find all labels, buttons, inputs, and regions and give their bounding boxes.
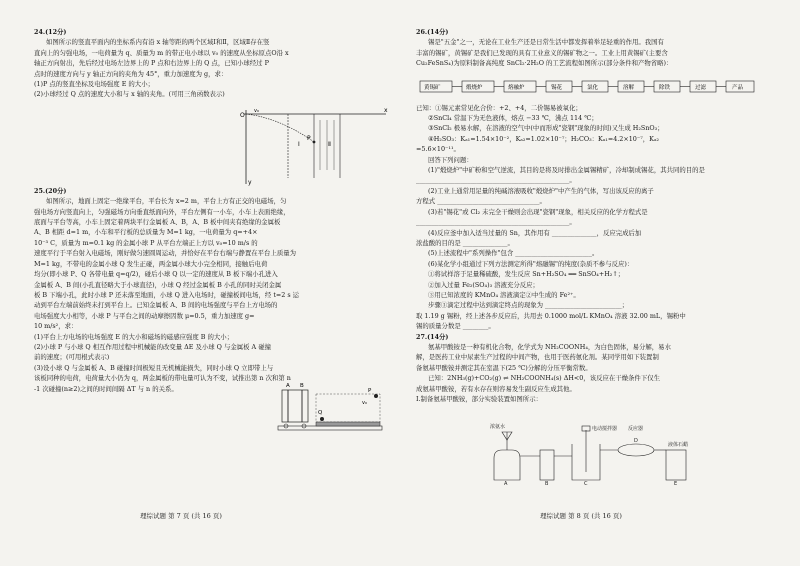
q25-line: 如图所示，地面上固定一绝缘平台，平台长为 x=2 m，平台上方有正交的电磁场，匀 [46,197,287,206]
flow-label: 产品 [732,84,744,91]
q26-heading: 26.(14分) [416,28,449,36]
q26-line: ②加入过量 Fe₂(SO₄)₃ 溶液充分反应； [428,280,539,289]
flask-a [494,450,520,480]
q26-line: (3)若"锡花"或 Cl₂ 未完全干燥则会出现"瓷钢"现象，相关反应的化学方程式是 [428,207,648,216]
q26-line: 方程式 ________________________________。 [416,197,546,206]
process-flow-diagram [416,71,766,101]
origin-label: O [240,112,245,119]
q25-line: (2)小球 P 与小球 Q 相互作用过程中机械能的改变量 ΔE 及小球 Q 与金属板 A 碰撞 [34,342,271,351]
q26-line: (6)某化学小组通过下列方法测定所得"熔融锡"的纯度(杂质不参与反应)： [428,259,634,268]
flow-label: 氯化 [587,84,599,91]
q26-line: ________________________________________________。 [416,218,576,227]
q26-line: 取 1.19 g 锡粉，经上述各步反应后，共用去 0.1000 mol/L KMnO₄ 溶液 32.00 mL，锡粉中 [416,311,686,320]
q26-line: 锡的质量分数是 ________。 [416,322,495,331]
q24-line: (2)小球经过 Q 点的速度大小和与 x 轴的夹角。(可用三角函数表示) [34,90,225,99]
field-region [316,394,380,422]
ball-q-label: Q [318,410,323,416]
flow-label: 煅烧炉 [466,84,483,91]
reactor-label: 反应器 [628,426,644,432]
q24-line: 点时的速度方向与 y 轴正方向的夹角为 45°，重力加速度为 g，求： [34,69,228,78]
q26-line: Cu₂FeSnS₄)为原料制备高纯度 SnCl₂·2H₂O 的工艺流程如图所示(部分条件和产物省略)： [416,59,673,68]
plate-b-label: B [300,383,304,389]
platform [316,422,380,426]
q27-line: 成氨基甲酸铵，若有水存在则容易发生副反应生成其他。 [416,384,576,393]
q24-line: 直向上的匀强电场，一电荷量为 q、质量为 m 的带正电小球以 v₀ 的速度从坐标原点O沿 x [34,48,289,57]
q25-line: 前的速度；(可用根式表示) [34,353,110,362]
paraffin-label: 液体石蜡 [668,442,689,448]
page-footer-right: 理综试题 第 8 页 (共 16 页) [540,512,622,520]
q27-line: 已知：2NH₃(g)+CO₂(g) ⇌ NH₂COONH₄(s) ΔH<0，该反应在干燥条件下仅生 [428,374,660,383]
y-label: y [248,179,252,186]
q26-line: (1)"煅烧炉"中矿粉和空气逆流，其目的是将及时排出金属锡精矿，冷却制成锡花，其共同的目的是 [428,166,705,175]
q25-line: M=1 kg，不带电的金属小球 Q 发生正碰，两金属小球大小完全相同，接触后电荷 [34,259,268,268]
q25-line: 该板同种的电荷，电荷量大小仍为 q，两金属板的带电量可认为不变，试推出第 n 次和第 n [34,374,291,383]
region-1-label: Ⅰ [298,141,300,148]
q26-line: ④H₂SO₃：Kₐ₁=1.54×10⁻²，Kₐ₂=1.02×10⁻⁷；H₂CO₃：Kₐ₁=4.2×10⁻⁷，Kₐ₂ [428,134,659,143]
q26-line: (2)工业上通常用足量的纯碱溶液吸收"煅烧炉"中产生的气体，写出该反应的离子 [428,186,654,195]
q25-line: 强电场方向竖直向上，匀强磁场方向垂直纸面向外，平台左侧有一小车，小车上表面绝缘， [34,207,290,216]
q27-line: 备氨基甲酸铵并测定其在室温下(25 ℃)分解的分压平衡常数。 [416,363,592,372]
plate-a-label: A [286,383,290,389]
q24-line: 轴正方向射出，先后经过电场左边界上的 P 点和右边界上的 Q 点，已知小球经过 P [34,59,269,68]
flow-label: 锡花 [551,84,563,91]
left-column [34,28,404,395]
stirrer-label: 电动搅拌器 [592,426,618,432]
label-a: A [504,481,508,486]
q26-line: =5.6×10⁻¹¹。 [416,145,460,154]
question-27 [416,333,776,405]
ground [278,426,382,430]
q27-line: Ⅰ.制备氨基甲酸铵，部分实验装置如图所示： [416,395,542,403]
q25-line: 动到平台左端前始终未打到平台上。已知金属板 A、B 间的电场强度与平台上方电场的 [34,301,278,310]
q26-line: 锡是"五金"之一，无论在工业生产还是日常生活中都发挥着举足轻重的作用。我国有 [428,38,664,47]
q26-line: (5)上述流程中"系列操作"包含 ________________________。 [428,249,599,258]
flow-label: 黄锡矿 [424,84,441,91]
ball-p [374,394,378,398]
q26-line: (4)反应釜中加入适当过量的 Sn，其作用有 ______________，反应完成后加 [428,228,642,237]
region-2-label: Ⅱ [328,141,331,148]
q25-line: (3)设小球 Q 与金属板 A、B 碰撞时间极短且无机械能损失，同时小球 Q 立即带上与 [34,363,274,372]
point-p [313,141,316,144]
flow-label: 熔融炉 [508,84,525,91]
question-25 [34,187,404,394]
q25-line: 电场强度大小相等，小球 P 与平台之间的动摩擦因数 μ=0.5，重力加速度 g= [34,311,255,320]
q25-line: A、B 相距 d=1 m，小车和平行板的总质量为 M=1 kg，一电荷量为 q=+4× [34,228,258,237]
q26-line: ③SnCl₂ 极易水解，在溶液的空气中(中而形成"瓷钢"现象的时间)又生成 H₂SnO₃； [428,124,664,133]
q26-line: 丰富的锡矿，黄锡矿是我们已发现的具有工业意义的锡矿物之一。工业上用黄锡矿(主要含 [416,48,668,57]
flow-label: 溶解 [623,84,635,91]
q26-line: 浓盐酸的目的是 ______________。 [416,238,514,247]
drying-tube-b [540,450,554,480]
v0-label: v₀ [254,108,259,114]
v0-label: v₀ [362,400,367,406]
q26-line: ③用已知浓度的 KMnO₄ 溶液滴定②中生成的 Fe²⁺。 [428,290,580,299]
q24-line: (1)P 点的竖直坐标及电场强度 E 的大小； [34,80,154,89]
q25-line: (1)平台上方电场的电场强度 E 的大小和磁场的磁感应强度 B 的大小； [34,332,234,341]
q25-line: 速度平行于平台射入电磁场，刚好做匀速圆周运动，并恰好在平台右端与静置在平台上质量为 [34,249,297,258]
q26-line: 回答下列问题： [428,155,473,164]
bottle-e [666,450,686,480]
question-24 [34,28,404,100]
page-footer-left: 理综试题 第 7 页 (共 16 页) [140,512,222,520]
right-column [416,28,776,405]
point-p-label: P [307,135,311,142]
q25-line: 金属板 A、B 间(小孔直径略大于小球直径)，小球 Q 经过金属板 B 小孔的同时关闭金属 [34,280,282,289]
q26-line: 已知：①锡元素常见化合价：+2、+4，二价锡易被氧化； [416,103,582,112]
flow-label: 除铁 [659,84,671,91]
q27-line: 解，是医药工业中尿素生产过程的中间产物，也用于医药氨化剂。某同学用如下装置制 [416,353,659,362]
q24-heading: 24.(12分) [34,28,67,36]
q25-figure [276,376,384,438]
ball-p-label: P [368,388,372,394]
q26-line: ②SnCl₄ 常温下为无色液体，熔点 −33 ℃，沸点 114 ℃； [428,114,598,123]
x-label: x [384,108,388,114]
flow-label: 过滤 [695,84,707,91]
q27-line: 氨基甲酸铵是一种有机化合物，化学式为 NH₂COONH₄，为白色固体，易分解，易水 [428,342,671,351]
trajectory-path [246,114,314,142]
label-c: C [584,481,588,486]
label-e: E [674,481,678,486]
q25-line: 底面与平台等高，小车上固定着两块平行金属板 A、B，A、B 板中间夹有绝缘的金属板 [34,218,281,227]
q27-apparatus-figure [488,420,698,486]
q26-line: 步骤③滴定过程中达到滴定终点的现象为 ________________________； [428,301,629,310]
q26-line: ________________________________________________。 [416,176,576,185]
ammonia-label: 浓氨水 [490,424,506,430]
q27-heading: 27.(14分) [416,332,449,341]
tube-d [618,444,654,456]
q25-line: 板 B 下端小孔，此时小球 P 还未落至地面，小球 Q 进入电场时，碰撞板间电场，经 t=2 s 运 [34,290,300,299]
q24-line: 如图所示的竖直平面内的坐标系内有沿 x 轴等距的两个区域Ⅰ和Ⅱ，区域Ⅱ存在竖 [46,38,270,47]
label-b: B [545,481,549,486]
q25-line: 均分(即小球 P、Q 各带电量 q=q/2)，碰后小球 Q 以一定的速度从 B 板下端小孔进入 [34,270,278,279]
label-d: D [634,438,638,444]
q25-line: 10⁻³ C，质量为 m=0.1 kg 的金属小球 P 从平台左端正上方以 v₀=10 m/s 的 [34,238,258,247]
question-26 [416,28,776,332]
q24-figure [240,108,390,186]
ball-q [320,417,324,421]
q25-line: 10 m/s²，求： [34,322,78,331]
q26-line: ①将试样溶于足量稀硫酸，发生反应 Sn+H₂SO₄ ══ SnSO₄+H₂↑； [428,270,625,279]
q25-heading: 25.(20分) [34,186,67,195]
cart-frame [282,390,308,422]
q25-line: -1 次碰撞(n≥2)之间的时间间隔 ΔT 与 n 的关系。 [34,384,178,393]
